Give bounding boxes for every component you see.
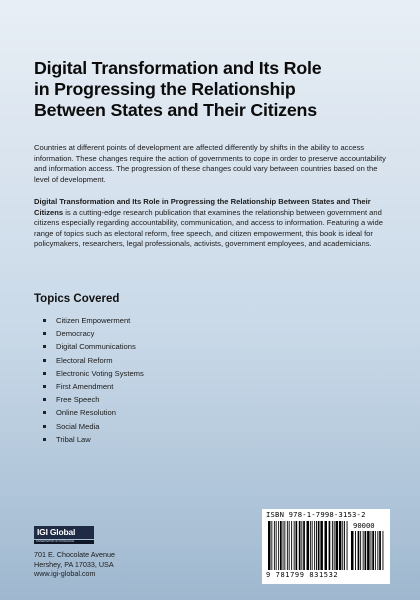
topic-item (43, 354, 144, 367)
bullet-icon (43, 385, 46, 388)
barcode-stripe (316, 521, 317, 570)
topic-item (43, 393, 144, 406)
topic-item (43, 380, 144, 393)
barcode-stripe (268, 521, 271, 570)
barcode-stripe (334, 521, 335, 570)
title-line-1: Digital Transformation and Its Role (34, 58, 322, 78)
barcode-stripe (358, 531, 360, 570)
topic-label: Democracy (56, 329, 95, 339)
barcode-stripe (303, 521, 305, 570)
price-barcode-icon (351, 531, 385, 570)
topic-label: Free Speech (56, 395, 100, 405)
description-text: is a cutting-edge research publication that examines the relationship between government and citizens especially regarding accountability, communication, and access to information. Featuring a wide range of topics such as electoral reform, free speech, and citizen empowerment, this book is ideal for policymakers, researchers, legal professionals, activists, government employees, and academicians. (34, 207, 383, 248)
barcode-stripe (312, 521, 313, 570)
bullet-icon (43, 359, 46, 362)
barcode-stripe (280, 521, 282, 570)
barcode-stripe (289, 521, 290, 570)
barcode-stripe (294, 521, 295, 570)
topic-label: Electoral Reform (56, 355, 113, 365)
bullet-icon (43, 345, 46, 348)
barcode-stripe (342, 521, 343, 570)
barcode-stripe (284, 521, 285, 570)
barcode-stripe (314, 521, 315, 570)
bullet-icon (43, 319, 46, 322)
topic-label: First Amendment (56, 382, 114, 392)
barcode-stripe (379, 531, 381, 570)
barcode-stripe (372, 531, 374, 570)
description-paragraph (34, 197, 394, 250)
price-code-label: 90000 (353, 521, 375, 530)
barcode-stripe (283, 521, 284, 570)
publisher-address (34, 550, 115, 579)
barcode-stripe (301, 521, 302, 570)
topics-list (43, 314, 144, 446)
barcode-stripe (336, 521, 339, 570)
topic-item (43, 367, 144, 380)
barcode-icon (268, 521, 348, 570)
bullet-icon (43, 372, 46, 375)
barcode-stripe (355, 531, 356, 570)
barcode-stripe (351, 531, 354, 570)
barcode-stripe (332, 521, 333, 570)
barcode-stripe (360, 531, 361, 570)
barcode-stripe (383, 531, 384, 570)
description-book-title: Digital Transformation and Its Role in Progressing the Relationship Between States and Their Citizens (34, 197, 371, 217)
barcode-stripe (291, 521, 292, 570)
address-line-website: www.igi-global.com (34, 569, 96, 578)
topic-item (43, 406, 144, 419)
barcode-stripe (271, 521, 272, 570)
barcode-stripe (299, 521, 301, 570)
barcode-stripe (276, 521, 277, 570)
bullet-icon (43, 438, 46, 441)
barcode-stripe (310, 521, 311, 570)
barcode-stripe (329, 521, 331, 570)
publisher-logo-tagline: DISSEMINATOR OF KNOWLEDGE (34, 540, 94, 544)
topic-item (43, 340, 144, 353)
barcode-stripe (344, 521, 345, 570)
barcode-stripe (377, 531, 378, 570)
topic-label: Digital Communications (56, 342, 136, 352)
isbn-label: ISBN 978-1-7998-3153-2 (266, 510, 366, 519)
barcode-stripe (365, 531, 367, 570)
bullet-icon (43, 425, 46, 428)
topic-label: Tribal Law (56, 434, 91, 444)
barcode-stripe (339, 521, 342, 570)
barcode-stripe (367, 531, 370, 570)
title-line-3: Between States and Their Citizens (34, 100, 317, 120)
bullet-icon (43, 398, 46, 401)
barcode-stripe (318, 521, 320, 570)
barcode-stripe (363, 531, 364, 570)
bullet-icon (43, 411, 46, 414)
barcode-stripe (287, 521, 288, 570)
barcode-stripe (371, 531, 372, 570)
barcode-stripe (274, 521, 275, 570)
barcode-stripe (375, 531, 376, 570)
topic-label: Online Resolution (56, 408, 116, 418)
topic-label: Citizen Empowerment (56, 316, 131, 325)
topic-label: Electronic Voting Systems (56, 368, 144, 378)
bullet-icon (43, 332, 46, 335)
topic-label: Social Media (56, 421, 100, 431)
intro-paragraph: Countries at different points of development are affected differently by shifts in the ability to access information. These changes require the action of governments to cope in order to preserve accountability and information access. The progression of these changes could vary between countries based on the level of development. (34, 143, 386, 184)
book-title (34, 58, 389, 121)
topic-item (43, 314, 144, 327)
title-line-2: in Progressing the Relationship (34, 79, 296, 99)
barcode-stripe (278, 521, 279, 570)
topic-item (43, 420, 144, 433)
topic-item (43, 327, 144, 340)
ean-number: 9 781799 831532 (266, 571, 339, 579)
publisher-logo: IGI Global (34, 526, 94, 539)
topics-heading: Topics Covered (34, 293, 120, 305)
barcode-stripe (325, 521, 328, 570)
barcode-stripe (320, 521, 323, 570)
address-line-street: 701 E. Chocolate Avenue (34, 550, 115, 559)
topic-item (43, 433, 144, 446)
barcode-stripe (347, 521, 348, 570)
barcode-stripe (296, 521, 298, 570)
address-line-city: Hershey, PA 17033, USA (34, 559, 114, 569)
barcode-stripe (307, 521, 310, 570)
